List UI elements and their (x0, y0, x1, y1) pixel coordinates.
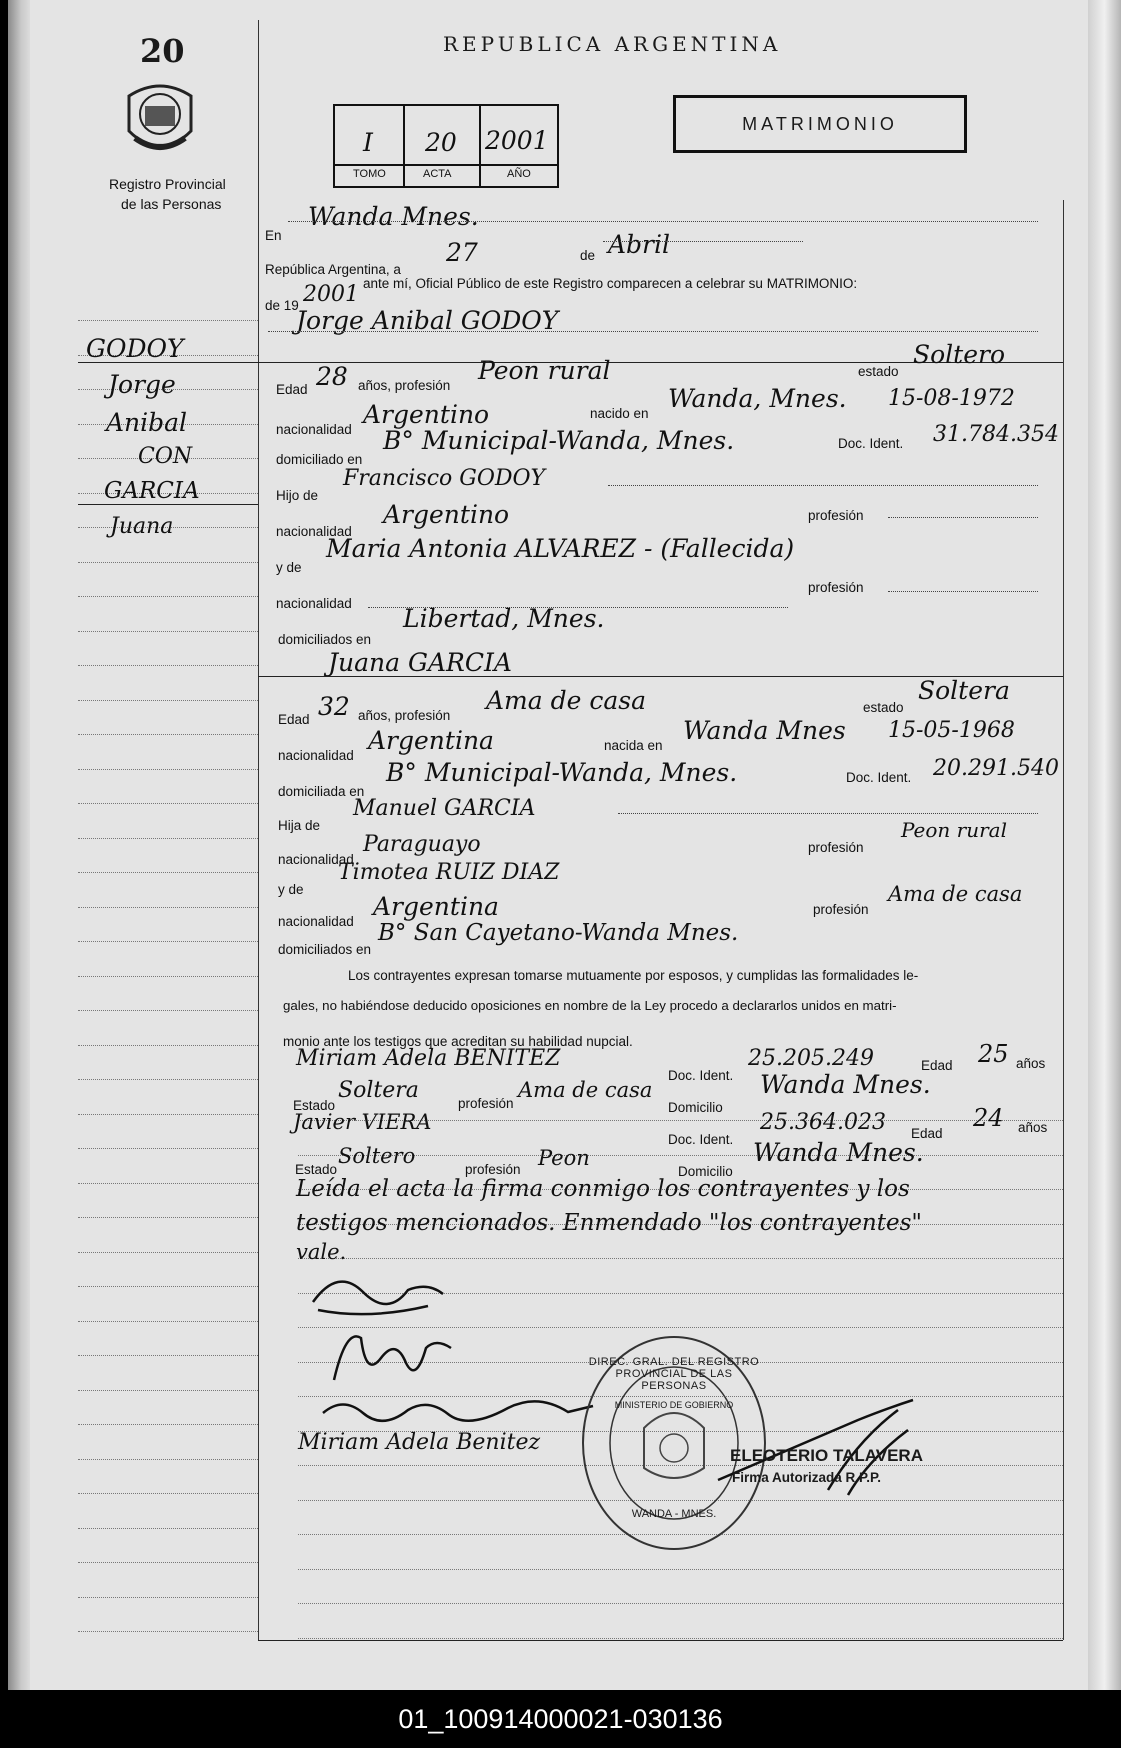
bride-full-name: Juana GARCIA (328, 648, 512, 677)
witness1-edad-label: Edad (921, 1058, 953, 1073)
ano-value: 2001 (485, 126, 549, 155)
groom-estado-label: estado (858, 364, 899, 379)
intro-year: 2001 (303, 282, 359, 307)
witness1-name: Miriam Adela BENITEZ (296, 1046, 561, 1071)
intro-text: ante mí, Oficial Público de este Registro comparecen a celebrar su MATRIMONIO: (363, 276, 858, 291)
ruling-line (78, 1114, 258, 1115)
margin-given1: Jorge (108, 370, 176, 399)
groom-nacido-label: nacido en (590, 406, 649, 421)
bride-estado: Soltera (918, 676, 1010, 705)
witness2-anos-label: años (1018, 1120, 1048, 1135)
bride-edad: 32 (318, 692, 350, 721)
intro-month: Abril (608, 230, 670, 259)
ruling-line (78, 1148, 258, 1149)
bride-domiciliados: B° San Cayetano-Wanda Mnes. (378, 920, 739, 946)
ruling-line (78, 1286, 258, 1287)
ruling-line (78, 838, 258, 839)
groom-nac-label: nacionalidad (276, 422, 352, 437)
bride-yde-label: y de (278, 882, 304, 897)
ruling-line (78, 1493, 258, 1494)
signature-bride (326, 1318, 456, 1388)
witness2-domicilio: Wanda Mnes. (753, 1138, 924, 1167)
ruling-line (78, 872, 258, 873)
acta-label: ACTA (423, 168, 452, 180)
ruling-line (78, 941, 258, 942)
bride-nacida-label: nacida en (604, 738, 663, 753)
ano-label: AÑO (507, 168, 531, 180)
book-binding (8, 0, 30, 1690)
ruling-line (78, 1597, 258, 1598)
margin-given2: Anibal (106, 408, 188, 437)
ruling-line (78, 596, 258, 597)
ruling-line (78, 1528, 258, 1529)
page-edge (1088, 0, 1121, 1690)
registry-name-line1: Registro Provincial (109, 176, 226, 192)
witness1-domicilio: Wanda Mnes. (760, 1070, 931, 1099)
tomo-label: TOMO (353, 168, 386, 180)
bride-profesion: Ama de casa (486, 686, 646, 715)
witness1-estado-label: Estado (293, 1098, 336, 1113)
witness1-anos-label: años (1016, 1056, 1046, 1071)
ruling-line (78, 1045, 258, 1046)
groom-profesion-label: años, profesión (358, 378, 451, 393)
ruling-line (78, 320, 258, 321)
bride-dom-label: domiciliada en (278, 784, 365, 799)
witness1-domicilio-label: Domicilio (668, 1100, 723, 1115)
ruling-line (78, 976, 258, 977)
stamp-inner-text: MINISTERIO DE GOBIERNO (614, 1400, 734, 1410)
margin-divider (258, 20, 259, 1640)
intro-day: 27 (446, 238, 478, 267)
witness2-name: Javier VIERA (293, 1110, 432, 1134)
ruling-line (78, 700, 258, 701)
intro-place: Wanda Mnes. (308, 202, 479, 231)
ruling-line (78, 1010, 258, 1011)
ruling-line (78, 769, 258, 770)
groom-full-name: Jorge Anibal GODOY (296, 306, 559, 335)
right-frame (1063, 200, 1064, 1640)
ruling-line (298, 1569, 1063, 1570)
groom-nac-padre: Argentino (383, 500, 510, 529)
groom-dom-label: domiciliado en (276, 452, 363, 467)
register-box (333, 104, 559, 188)
bride-profesion-label: años, profesión (358, 708, 451, 723)
witness1-profesion-label: profesión (458, 1096, 514, 1111)
witness2-doc-label: Doc. Ident. (668, 1132, 734, 1147)
bride-nac-padre-label: nacionalidad (278, 852, 354, 867)
republica-label: República Argentina, a (265, 262, 401, 277)
witness1-edad: 25 (978, 1040, 1009, 1068)
bride-nac-madre-label: nacionalidad (278, 914, 354, 929)
ruling-line (78, 1424, 258, 1425)
act-type-box (673, 95, 967, 153)
ruling-line (78, 1631, 258, 1632)
groom-fecha: 15-08-1972 (888, 386, 1015, 411)
bride-estado-label: estado (863, 700, 904, 715)
folio-number: 20 (140, 32, 185, 70)
witness1-doc: 25.205.249 (748, 1046, 874, 1071)
bride-prof-madre-label: profesión (813, 902, 869, 917)
groom-estado: Soltero (913, 340, 1006, 369)
bride-nac-madre: Argentina (373, 892, 499, 921)
margin-bride-surname: GARCIA (104, 478, 200, 504)
groom-profesion: Peon rural (478, 356, 611, 385)
ruling-line (78, 1390, 258, 1391)
tomo-value: I (363, 128, 373, 157)
margin-surname: GODOY (86, 334, 184, 363)
groom-nac-madre-label: nacionalidad (276, 596, 352, 611)
witness1-estado: Soltera (338, 1078, 419, 1103)
witness1-doc-label: Doc. Ident. (668, 1068, 734, 1083)
margin-con: CON (138, 444, 193, 469)
groom-domicilio: B° Municipal-Wanda, Mnes. (383, 426, 735, 455)
en-label: En (265, 228, 282, 243)
groom-hijo-label: Hijo de (276, 488, 319, 503)
ruling-line (78, 1459, 258, 1460)
act-type-label: MATRIMONIO (742, 114, 898, 134)
groom-domiciliados: Libertad, Mnes. (403, 604, 605, 633)
groom-prof-padre-label: profesión (808, 508, 864, 523)
witness2-domicilio-label: Domicilio (678, 1164, 733, 1179)
bride-nac-label: nacionalidad (278, 748, 354, 763)
witness2-profesion-label: profesión (465, 1162, 521, 1177)
bride-domicilio: B° Municipal-Wanda, Mnes. (386, 758, 738, 787)
margin-bride-given: Juana (110, 514, 174, 539)
signature-witness1: Miriam Adela Benitez (298, 1430, 541, 1455)
bride-doc-label: Doc. Ident. (846, 770, 912, 785)
ruling-line (78, 665, 258, 666)
bride-nacida: Wanda Mnes (683, 716, 846, 745)
stamp-ring-text: DIREC. GRAL. DEL REGISTRO PROVINCIAL DE LAS PERSONAS (588, 1356, 760, 1392)
ruling-line (78, 1079, 258, 1080)
groom-nac-padre-label: nacionalidad (276, 524, 352, 539)
provincial-seal-icon (121, 76, 199, 164)
groom-prof-madre-label: profesión (808, 580, 864, 595)
signature-witness2 (318, 1388, 598, 1428)
bride-prof-padre-label: profesión (808, 840, 864, 855)
signature-groom (308, 1262, 448, 1322)
officer-title: Firma Autorizada R.P.P. (732, 1470, 882, 1485)
groom-edad-label: Edad (276, 382, 308, 397)
witness2-edad-label: Edad (911, 1126, 943, 1141)
groom-doc-label: Doc. Ident. (838, 436, 904, 451)
bride-nac-padre: Paraguayo (363, 832, 481, 857)
image-code: 01_100914000021-030136 (398, 1704, 723, 1734)
ruling-line (78, 562, 258, 563)
country-title: REPUBLICA ARGENTINA (443, 32, 782, 56)
ruling-line (78, 1562, 258, 1563)
ruling-line (78, 907, 258, 908)
groom-edad: 28 (316, 362, 348, 391)
ruling-line (298, 1638, 1063, 1639)
witness1-profesion: Ama de casa (518, 1078, 653, 1102)
bride-padre: Manuel GARCIA (353, 796, 536, 821)
officer-name: ELEOTERIO TALAVERA (730, 1446, 923, 1465)
groom-nacionalidad: Argentino (363, 400, 490, 429)
bride-doc: 20.291.540 (933, 756, 1059, 781)
witness2-profesion: Peon (538, 1146, 590, 1170)
witness2-estado-label: Estado (295, 1162, 338, 1177)
ceremony-line1: Los contrayentes expresan tomarse mutuamente por esposos, y cumplidas las formalidades le- (348, 968, 919, 983)
closing-line1: Leída el acta la firma conmigo los contrayentes y los (296, 1176, 910, 1202)
ruling-line (298, 1603, 1063, 1604)
closing-line2: testigos mencionados. Enmendado "los contrayentes" (296, 1210, 922, 1236)
groom-padre: Francisco GODOY (343, 466, 546, 491)
bride-nacionalidad: Argentina (368, 726, 494, 755)
acta-value: 20 (425, 128, 457, 157)
witness2-doc: 25.364.023 (760, 1110, 886, 1135)
ruling-line (298, 1258, 1063, 1259)
bride-fecha: 15-05-1968 (888, 718, 1015, 743)
ruling-line (78, 734, 258, 735)
ruling-line (78, 803, 258, 804)
bride-prof-padre: Peon rural (901, 818, 1007, 842)
bride-prof-madre: Ama de casa (888, 882, 1023, 906)
witness2-edad: 24 (973, 1104, 1004, 1132)
year-prefix: de 19 (265, 298, 299, 313)
groom-doc: 31.784.354 (933, 422, 1059, 447)
ceremony-line3: monio ante los testigos que acreditan su habilidad nupcial. (283, 1034, 633, 1049)
ruling-line (78, 1321, 258, 1322)
groom-nacido: Wanda, Mnes. (668, 384, 847, 413)
ceremony-line2: gales, no habiéndose deducido oposiciones en nombre de la Ley procedo a declararlos unidos en matri- (283, 998, 897, 1013)
closing-line3: vale. (296, 1240, 347, 1264)
groom-yde-label: y de (276, 560, 302, 575)
witness2-estado: Soltero (338, 1144, 416, 1168)
document-page (8, 0, 1088, 1690)
groom-domiciliados-label: domiciliados en (278, 632, 372, 647)
bride-madre: Timotea RUIZ DIAZ (338, 860, 560, 885)
ruling-line (78, 631, 258, 632)
ruling-line (78, 1355, 258, 1356)
ruling-line (78, 1183, 258, 1184)
registry-name-line2: de las Personas (121, 196, 222, 212)
bottom-frame (258, 1640, 1063, 1641)
groom-madre: Maria Antonia ALVAREZ - (Fallecida) (326, 534, 795, 563)
ruling-line (78, 1252, 258, 1253)
de-label: de (580, 248, 596, 263)
bride-domiciliados-label: domiciliados en (278, 942, 372, 957)
stamp-bottom-text: WANDA - MNES. (631, 1508, 717, 1520)
ruling-line (78, 1217, 258, 1218)
bride-edad-label: Edad (278, 712, 310, 727)
bride-hija-label: Hija de (278, 818, 321, 833)
